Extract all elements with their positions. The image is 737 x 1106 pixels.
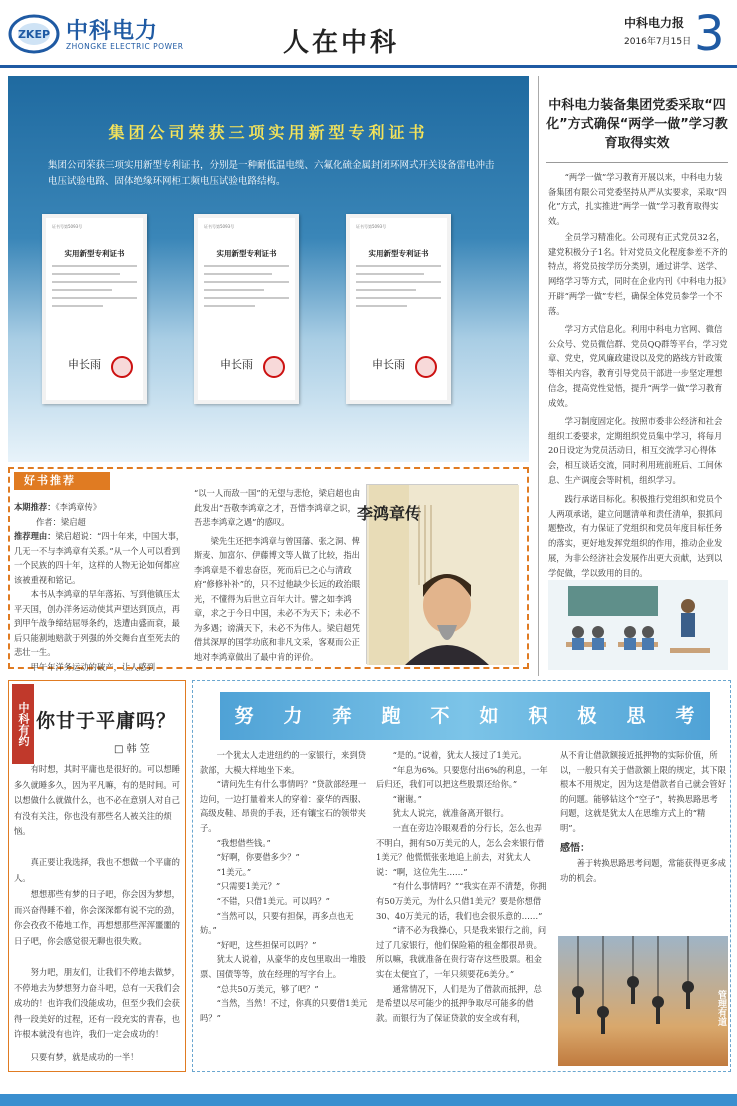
signature: 申长雨 xyxy=(220,358,253,371)
essay-paragraph: 只要有梦，就是成功的一半！ xyxy=(30,1052,139,1062)
story-paragraph: “好啊，你要借多少？” xyxy=(216,852,300,863)
issue-date: 2016年7月15日 xyxy=(624,37,692,47)
story-paragraph: “好吧，这些担保可以吗？” xyxy=(216,939,317,950)
story-paragraph: 一直在旁边冷眼观看的分行长，怎么也弄不明白，拥有50万美元的人，怎么会来银行借1美元？他慌慌张张地追上前去，对犹太人说：“啊，这位先生……” xyxy=(376,822,545,877)
banner-char: 奔 xyxy=(332,705,352,727)
feature-text: 集团公司荣获三项实用新型专利证书，分别是一种耐低温电缆、六氟化硫金属封闭环网式开关设备雷电冲击电压试验电路、固体绝缘环网柜工频电压试验电路结构。 xyxy=(48,160,495,187)
story-paragraph: 从不肯让借款额接近抵押物的实际价值，所以，一般只有关于借款额上限的规定，其下限根本不用规定，因为这是借款者自己就会管好的问题。能够钻这个“空子”，转换思路思考问题，这就是犹太人在思维方式上的“精明”。 xyxy=(560,750,726,833)
photo-tag: 管理有道 xyxy=(716,990,726,1026)
story-paragraph: “不错，只借1美元。可以吗？” xyxy=(216,895,330,906)
story-paragraph: 通常情况下，人们是为了借款而抵押，总是希望以尽可能少的抵押争取尽可能多的借款。而银行为了保证贷款的安全或有利， xyxy=(376,983,542,1023)
story-paragraph: 一个犹太人走进纽约的一家银行，来到贷款部，大模大样地坐下来。 xyxy=(200,750,366,775)
keys-photo xyxy=(558,936,728,1066)
banner-char: 跑 xyxy=(381,705,401,727)
section-title: 人在中科 xyxy=(283,28,400,58)
patent-feature xyxy=(8,76,529,462)
signature: 申长雨 xyxy=(68,358,101,371)
essay-paragraph: 有时想，其时平庸也是很好的。可以想睡多久就睡多久，因为平凡嘛，有的是时间。可以想做什么就做什么，也不必在意别人对自己有没有关注，你也没有那些名人被关注的烦恼。 xyxy=(14,764,180,836)
story-paragraph: “年息为6%。只要您付出6%的利息，一年后归还，我们可以把这些股票还给你。” xyxy=(376,764,548,790)
banner-char: 力 xyxy=(283,705,303,727)
certificate-heading: 实用新型专利证书 xyxy=(216,249,277,258)
story-banner xyxy=(220,692,710,740)
certificate-heading: 实用新型专利证书 xyxy=(368,249,429,258)
page-number: 3 xyxy=(694,6,725,62)
insight-text: 善于转换思路思考问题，常能获得更多成功的机会。 xyxy=(560,858,726,883)
banner-char: 极 xyxy=(577,705,597,727)
story-paragraph: “谢谢。” xyxy=(392,793,422,804)
article-paragraph: “两学一做”学习教育开展以来，中科电力装备集团有限公司党委坚持从严从实要求，采取“四化”方式，扎实推进“两学一做”学习教育取得实效。 xyxy=(548,172,727,227)
story-paragraph: “1美元。” xyxy=(216,866,252,877)
story-paragraph: 犹太人说完，就准备离开银行。 xyxy=(392,808,509,819)
divider xyxy=(546,162,728,163)
classroom-illustration xyxy=(548,580,728,670)
reason-text: 梁启超说：“四十年来，中国大事，几无一不与李鸿章有关系。”从一个人可以看到一个民族的四十年，这样的人物无论如何都应该被重视和铭记。 xyxy=(14,531,185,585)
banner-char: 努 xyxy=(234,705,254,727)
newspaper-name: 中科电力报 xyxy=(624,16,685,30)
seal-icon xyxy=(263,356,285,378)
banner-char: 如 xyxy=(479,705,499,727)
essay-author: □ 韩 笠 xyxy=(114,744,150,755)
author-label: 作者： xyxy=(36,516,61,527)
article-paragraph: 学习制度固定化。按照市委非公经济和社会组织工委要求，定期组织党员集中学习，将每月20日设定为党员活动日，相互交流学习心得体会，相互谈话交流，同时利用班前班后、工间休息、生产调度会等时机，组织学习。 xyxy=(548,416,723,485)
banner-char: 积 xyxy=(528,705,548,727)
story-paragraph: “请不必为我操心，只是我来银行之前，问过了几家银行，他们保险箱的租金都很昂贵。所以嘛，我就准备在贵行寄存这些股票。租金实在太便宜了，一年只须要花6美分。” xyxy=(376,925,547,979)
story-paragraph: “当然，当然！不过，你真的只要借1美元吗？” xyxy=(200,998,368,1023)
article-paragraph: 学习方式信息化。利用中科电力官网、微信公众号、党员微信群、党员QQ群等平台，学习党章、党史，党风廉政建设以及党的路线方针政策等相关内容，教育引导党员干部进一步坚定理想信念，提高党性觉悟，提升“两学一做”学习教育成效。 xyxy=(548,324,728,408)
essay-tag: 中科有约 xyxy=(12,684,34,764)
brand-name-en: ZHONGKE ELECTRIC POWER xyxy=(66,42,184,51)
banner-char: 考 xyxy=(675,705,695,727)
signature: 申长雨 xyxy=(372,358,405,371)
footer-bar xyxy=(0,1094,737,1106)
seal-icon xyxy=(415,356,437,378)
insight-label: 感悟： xyxy=(560,842,590,854)
certificate-heading: 实用新型专利证书 xyxy=(64,249,125,258)
book-section-label: 好书推荐 xyxy=(14,472,110,490)
brand-name: 中科电力 xyxy=(66,19,159,44)
patent-certificate: 证书号第5093号 实用新型专利证书 申长雨 xyxy=(346,214,451,404)
book-paragraph: 梁先生还把李鸿章与曾国藩、张之洞、俾斯麦、加富尔、伊藤博文等人做了比较，指出李鸿章是不着忠奋臣，死而后已之心与清政府“修修补补”的，只不过他缺少长远的政治眼光，不懂得为后世立百年大计。譬之如李鸿章，求之于今日中国，未必不为天下；未必不为多遇；谤满天下，未必不为伟人。梁启超凭借其深厚的国学功底和非凡文采，客观而公正地对李鸿章做出了最中肯的评价。 xyxy=(194,535,361,662)
story-paragraph: “我想借些钱。” xyxy=(216,837,271,848)
book-author: 梁启超 xyxy=(60,516,86,527)
reason-label: 推荐理由： xyxy=(14,531,56,541)
feature-title: 集团公司荣获三项实用新型专利证书 xyxy=(108,123,429,142)
book-cover-image xyxy=(356,484,518,664)
essay-title: 你甘于平庸吗？ xyxy=(36,710,177,732)
banner-char: 不 xyxy=(430,705,450,727)
story-paragraph: “总共50万美元，够了吧？” xyxy=(216,983,319,994)
book-paragraph: 甲午年洋务运动的破产，让人感到 xyxy=(30,661,156,672)
cover-title: 李鸿章传 xyxy=(356,504,422,523)
logo-text: ZKEP xyxy=(17,28,51,41)
patent-certificate: 证书号第5093号 实用新型专利证书 申长雨 xyxy=(194,214,299,404)
story-paragraph: “请问先生有什么事情吗？”贷款部经理一边问，一边打量着来人的穿着：豪华的西服、高级皮鞋、昂贵的手表，还有镶宝石的领带夹子。 xyxy=(200,779,367,833)
essay-paragraph: 想想那些有梦的日子吧，你会因为梦想，而兴奋得睡不着，你会深深都有说不完的劲，你会孜孜不倦地工作，再想想那些浑浑噩噩的日子吧，你会感觉很无聊也很失败。 xyxy=(14,889,180,946)
seal-icon xyxy=(111,356,133,378)
book-paragraph: 本书从李鸿章的早年落拓、写到他镇压太平天国，创办洋务运动使其声望达到顶点，再到甲午战争缔结屈辱条约，迭遭由盛而衰，最后只能割地赔款于列强的外交舞台直至死去的悲壮一生。 xyxy=(14,589,180,657)
story-paragraph: “当然可以，只要有担保，再多点也无妨。” xyxy=(200,910,354,936)
essay-paragraph: 努力吧，朋友们，让我们不停地去做梦，不停地去为梦想努力奋斗吧，总有一天我们会成功的！也许我们没能成功，但至少我们会获得一段美好的过程，还有一段充实的青春，也许根本就没有也许，我们一定会成功的！ xyxy=(14,967,180,1039)
essay-paragraph: 真正要让我选择，我也不想做一个平庸的人。 xyxy=(14,857,180,883)
article-title: 中科电力装备集团党委采取“四化”方式确保“两学一做”学习教育取得实效 xyxy=(546,98,728,151)
patent-certificate: 证书号第5093号 实用新型专利证书 申长雨 xyxy=(42,214,147,404)
banner-char: 思 xyxy=(626,705,646,727)
story-paragraph: “只需要1美元？” xyxy=(216,881,281,892)
article-paragraph: 全员学习精准化。公司现有正式党员32名，建党积极分子1名。针对党员文化程度参差不齐的特点，将党员按学历分类别，通过讲学、送学、网络学习等方式，同时在企业内刊《中科电力报》开辟“两学一做”专栏，确保全体党员参学一个不落。 xyxy=(548,232,728,316)
book-name: 《李鸿章传》 xyxy=(55,502,102,512)
book-paragraph: “以一人而敌一国”的无望与悲怆，梁启超也由此发出“吾敬李鸿章之才，吾惜李鸿章之识，吾悲李鸿章之遇”的感叹。 xyxy=(194,488,361,527)
recommend-label: 本期推荐： xyxy=(14,502,56,512)
company-logo-icon xyxy=(8,12,60,56)
story-paragraph: 犹太人说着，从豪华的皮包里取出一堆股票、国债等等，放在经理的写字台上。 xyxy=(200,954,366,979)
story-paragraph: “有什么事情吗？”“我实在弄不清楚，你拥有50万美元，为什么只借1美元？要是你想借30、40万美元的话，我们也会很乐意的……” xyxy=(376,881,547,921)
story-paragraph: “是的。”说着，犹太人接过了1美元。 xyxy=(392,750,527,760)
article-paragraph: 践行承诺目标化。积极推行党组织和党员个人两项承诺，建立问题清单和责任清单，狠抓问题整改，有力保证了党组织和党员年度目标任务的落实，更好地发挥党组织的作用，推动企业发展，为非公经济社会发展作出更大贡献，达到以学促做，学以致用的目的。 xyxy=(548,494,723,578)
